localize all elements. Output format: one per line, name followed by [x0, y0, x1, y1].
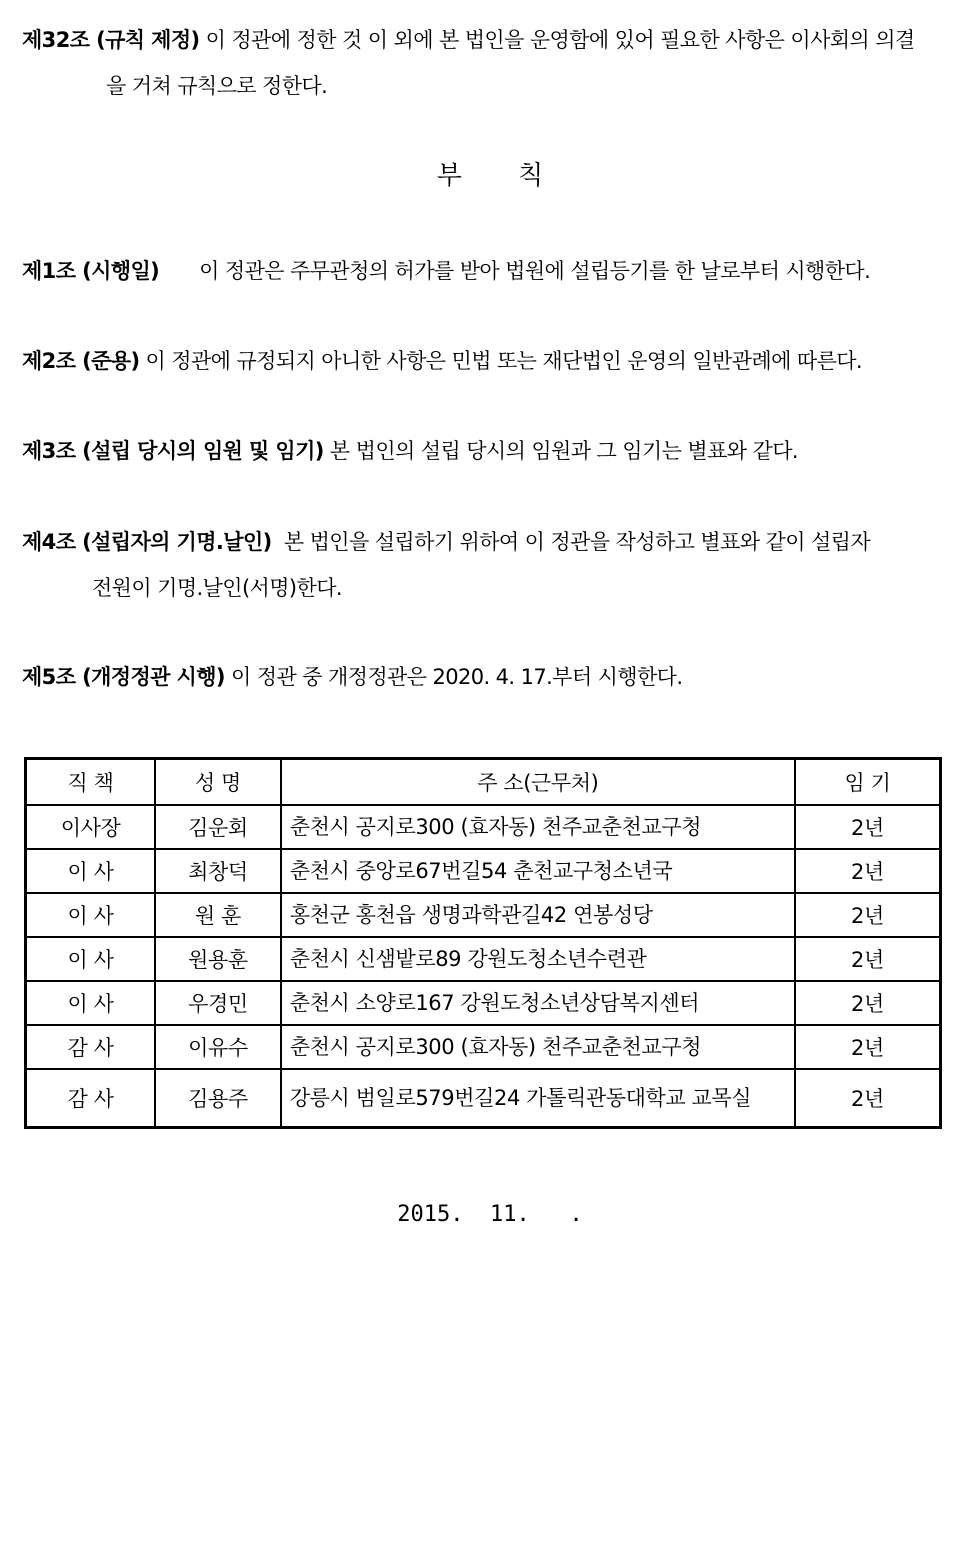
table-row	[26, 937, 941, 981]
cell-address: 춘천시 공지로300 (효자동) 천주교춘천교구청	[281, 1025, 795, 1069]
cell-position: 이 사	[26, 849, 156, 893]
cell-term: 2년	[795, 849, 941, 893]
article-2-heading: 제2조 (준용)	[22, 349, 140, 373]
cell-term: 2년	[795, 1025, 941, 1069]
cell-name: 김운회	[155, 805, 281, 849]
table-row	[26, 1069, 941, 1128]
header-address: 주 소(근무처)	[281, 759, 795, 806]
table-row	[26, 1025, 941, 1069]
cell-position: 감 사	[26, 1025, 156, 1069]
cell-address: 춘천시 신샘밭로89 강원도청소년수련관	[281, 937, 795, 981]
cell-term: 2년	[795, 1069, 941, 1128]
cell-term: 2년	[795, 937, 941, 981]
cell-name: 우경민	[155, 981, 281, 1025]
cell-term: 2년	[795, 893, 941, 937]
article-5-text: 이 정관 중 개정정관은 2020. 4. 17.부터 시행한다.	[231, 665, 683, 689]
article-1-text: 이 정관은 주무관청의 허가를 받아 법원에 설립등기를 한 날로부터 시행한다.	[199, 259, 871, 283]
cell-address: 춘천시 공지로300 (효자동) 천주교춘천교구청	[281, 805, 795, 849]
article-3-heading: 제3조 (설립 당시의 임원 및 임기)	[22, 439, 324, 463]
cell-address: 홍천군 홍천읍 생명과학관길42 연봉성당	[281, 893, 795, 937]
table-row	[26, 981, 941, 1025]
cell-address: 강릉시 범일로579번길24 가톨릭관동대학교 교목실	[281, 1069, 795, 1128]
cell-address: 춘천시 중앙로67번길54 춘천교구청소년국	[281, 849, 795, 893]
table-row	[26, 849, 941, 893]
cell-term: 2년	[795, 981, 941, 1025]
article-1-heading: 제1조 (시행일)	[22, 259, 160, 283]
article-3-text: 본 법인의 설립 당시의 임원과 그 임기는 별표와 같다.	[329, 439, 798, 463]
cell-address: 춘천시 소양로167 강원도청소년상담복지센터	[281, 981, 795, 1025]
cell-position: 이 사	[26, 893, 156, 937]
header-position: 직 책	[26, 759, 156, 806]
cell-position: 이 사	[26, 981, 156, 1025]
article-5	[22, 663, 682, 691]
cell-name: 원 훈	[155, 893, 281, 937]
article-4-heading: 제4조 (설립자의 기명.날인)	[22, 530, 272, 554]
article-1	[22, 257, 870, 285]
article-4-text-2: 전원이 기명.날인(서명)한다.	[92, 576, 342, 600]
cell-position: 이사장	[26, 805, 156, 849]
table-row	[26, 805, 941, 849]
table-header-row	[26, 759, 941, 806]
supplementary-title: 부 칙	[436, 161, 568, 191]
article-4-line-1	[22, 528, 870, 556]
article-3	[22, 437, 798, 465]
cell-name: 원용훈	[155, 937, 281, 981]
article-32-line-1	[22, 26, 915, 54]
article-32-text-2: 을 거쳐 규칙으로 정한다.	[106, 74, 328, 98]
article-32-heading: 제32조 (규칙 제정)	[22, 28, 200, 52]
cell-position: 이 사	[26, 937, 156, 981]
cell-position: 감 사	[26, 1069, 156, 1128]
officers-table	[24, 757, 942, 1129]
cell-name: 김용주	[155, 1069, 281, 1128]
cell-term: 2년	[795, 805, 941, 849]
article-2	[22, 347, 862, 375]
document-date: 2015. 11. .	[397, 1202, 583, 1227]
header-term: 임 기	[795, 759, 941, 806]
article-32-text-1: 이 정관에 정한 것 이 외에 본 법인을 운영함에 있어 필요한 사항은 이사회의 의결	[205, 28, 915, 52]
article-2-text: 이 정관에 규정되지 아니한 사항은 민법 또는 재단법인 운영의 일반관례에 따른다.	[145, 349, 863, 373]
article-5-heading: 제5조 (개정정관 시행)	[22, 665, 225, 689]
cell-name: 최창덕	[155, 849, 281, 893]
header-name: 성 명	[155, 759, 281, 806]
cell-name: 이유수	[155, 1025, 281, 1069]
article-4-text-1: 본 법인을 설립하기 위하여 이 정관을 작성하고 별표와 같이 설립자	[283, 530, 871, 554]
table-row	[26, 893, 941, 937]
